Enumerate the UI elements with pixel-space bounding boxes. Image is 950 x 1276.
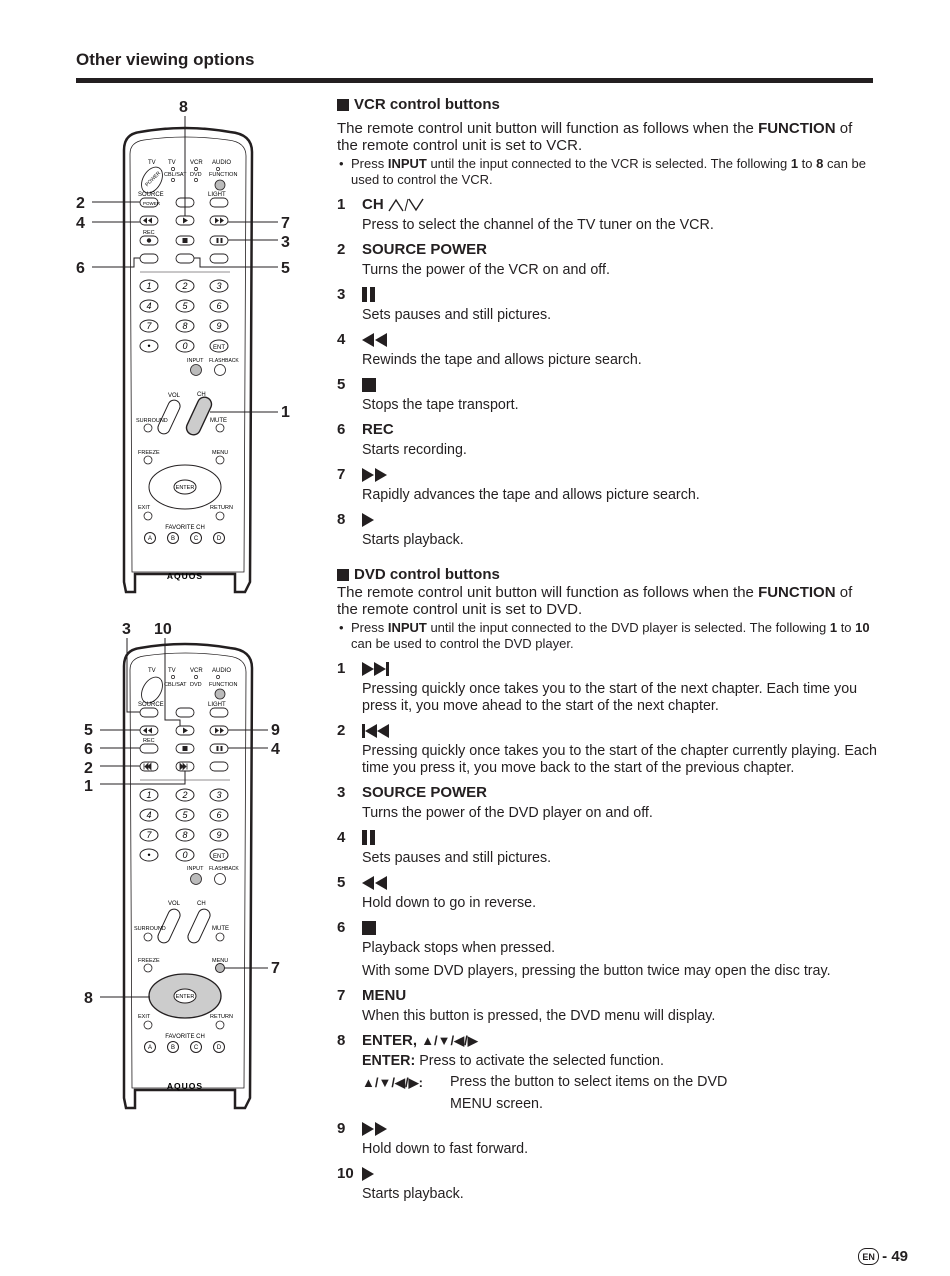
label-function: FUNCTION <box>209 172 238 178</box>
label-tv2: TV <box>168 160 176 166</box>
svg-text:4: 4 <box>76 215 85 232</box>
svg-text:MENU: MENU <box>212 958 229 964</box>
svg-text:4: 4 <box>146 810 152 820</box>
svg-text:4: 4 <box>146 301 152 311</box>
svg-text:4: 4 <box>271 741 280 758</box>
svg-text:D: D <box>216 1045 222 1051</box>
svg-text:TV: TV <box>168 668 176 674</box>
svg-text:A: A <box>147 1045 153 1051</box>
display-button <box>176 708 194 717</box>
fast-forward-icon <box>362 468 387 482</box>
svg-text:D: D <box>216 536 222 542</box>
label-vol: VOL <box>168 393 181 399</box>
dvd-item-1: 1 Pressing quickly once takes you to the start of the next chapter. Each time you press it, you move ahead to the start of the next chapter. <box>337 660 858 714</box>
dvd-intro: The remote control unit button will function as follows when the FUNCTION of the remote control unit is set to DVD. <box>337 584 853 618</box>
svg-text:6: 6 <box>76 260 85 277</box>
svg-text:FUNCTION: FUNCTION <box>209 682 238 688</box>
label-freeze: FREEZE <box>138 450 160 456</box>
label-enter: ENTER <box>175 485 195 491</box>
brand-logo: AQUOS <box>166 571 204 581</box>
label-light: LIGHT <box>208 192 226 198</box>
dvd-item-9: 9 Hold down to fast forward. <box>337 1120 529 1157</box>
rewind-icon <box>362 876 387 890</box>
rewind-icon <box>362 333 387 347</box>
svg-text:ENT: ENT <box>213 345 225 351</box>
brand-logo: AQUOS <box>166 1081 204 1091</box>
light-button <box>210 198 228 207</box>
svg-text:7: 7 <box>146 321 152 331</box>
svg-text:SOURCE: SOURCE <box>138 702 164 708</box>
dvd-section <box>337 566 877 1203</box>
pause-icon <box>362 830 378 845</box>
vcr-item-6: 6 REC Starts recording. <box>337 421 467 458</box>
svg-text:5: 5 <box>182 301 188 311</box>
vcr-item-8: 8 Starts playback. <box>337 511 464 548</box>
dvd-item-8: 8 ENTER, ▲/▼/◀/▶ ENTER: Press to activate the selected function. ▲/▼/◀/▶: Press the button to select items on the DVD MENU screen. <box>337 1030 877 1113</box>
view-mode-button <box>210 254 228 263</box>
svg-text:C: C <box>193 1045 199 1051</box>
svg-text:6: 6 <box>216 810 222 820</box>
label-exit: EXIT <box>138 505 151 511</box>
svg-text:0: 0 <box>182 850 188 860</box>
label-return: RETURN <box>210 505 233 511</box>
svg-text:EXIT: EXIT <box>138 1014 151 1020</box>
svg-text:2: 2 <box>76 195 85 212</box>
svg-text:FAVORITE CH: FAVORITE CH <box>165 1034 205 1040</box>
svg-text:A: A <box>147 536 153 542</box>
svg-text:2: 2 <box>84 760 93 777</box>
svg-text:•: • <box>147 850 151 860</box>
svg-text:3: 3 <box>216 790 222 800</box>
svg-text:VCR: VCR <box>190 668 203 674</box>
svg-text:5: 5 <box>84 722 93 739</box>
svg-text:MUTE: MUTE <box>212 926 229 932</box>
vcr-item-3: 3 Sets pauses and still pictures. <box>337 286 552 323</box>
vcr-item-4: 4 Rewinds the tape and allows picture search. <box>337 331 642 368</box>
label-dvd: DVD <box>190 172 202 178</box>
label-mute: MUTE <box>210 418 227 424</box>
svg-text:B: B <box>170 1045 176 1051</box>
vcr-item-2: 2 SOURCE POWER Turns the power of the VCR on and off. <box>337 241 610 278</box>
skip-prev-button <box>140 254 158 263</box>
vcr-item-5: 5 Stops the tape transport. <box>337 376 519 413</box>
remote-illustration-vcr <box>40 92 310 602</box>
label-tv: TV <box>148 160 156 166</box>
svg-text:9: 9 <box>216 830 222 840</box>
svg-text:1: 1 <box>146 790 152 800</box>
svg-text:REC: REC <box>143 738 155 744</box>
source-power-button <box>140 708 158 717</box>
dvd-item-4: 4 Sets pauses and still pictures. <box>337 829 552 866</box>
play-icon <box>362 513 374 527</box>
label-menu: MENU <box>212 450 229 456</box>
remote-illustration-dvd <box>40 608 310 1118</box>
svg-text:3: 3 <box>122 621 131 638</box>
svg-text:TV: TV <box>148 668 156 674</box>
svg-text:DVD: DVD <box>190 682 202 688</box>
svg-text:8: 8 <box>182 830 188 840</box>
skip-previous-icon <box>362 724 389 738</box>
square-bullet-icon <box>337 99 349 111</box>
label-flashback: FLASHBACK <box>209 358 239 364</box>
play-icon <box>362 1167 374 1181</box>
svg-text:2: 2 <box>182 281 188 291</box>
dvd-item-3: 3 SOURCE POWER Turns the power of the DVD player on and off. <box>337 784 653 821</box>
svg-text:RETURN: RETURN <box>210 1014 233 1020</box>
square-bullet-icon <box>337 569 349 581</box>
footer-separator: - <box>882 1248 888 1265</box>
svg-text:8: 8 <box>182 321 188 331</box>
svg-text:6: 6 <box>216 301 222 311</box>
svg-text:3: 3 <box>216 281 222 291</box>
svg-text:8: 8 <box>84 990 93 1007</box>
label-input: INPUT <box>187 358 204 364</box>
svg-text:10: 10 <box>154 621 172 638</box>
svg-text:9: 9 <box>271 722 280 739</box>
svg-text:•: • <box>147 341 151 351</box>
svg-text:LIGHT: LIGHT <box>208 702 226 708</box>
svg-text:8: 8 <box>179 99 188 116</box>
dvd-item-5: 5 Hold down to go in reverse. <box>337 874 537 911</box>
dvd-note: • Press INPUT until the input connected to the DVD player is selected. The following 1 to 10 can be used to control the DVD player. <box>337 620 877 652</box>
light-button <box>210 708 228 717</box>
rec-button <box>140 744 158 753</box>
svg-text:FLASHBACK: FLASHBACK <box>209 866 239 872</box>
pause-button <box>210 744 228 753</box>
label-surround: SURROUND <box>136 418 168 424</box>
svg-text:ENT: ENT <box>213 854 225 860</box>
stop-icon <box>362 378 376 392</box>
vcr-item-1: 1 CH Press to select the channel of the TV tuner on the VCR. <box>337 196 714 233</box>
vcr-item-7: 7 Rapidly advances the tape and allows picture search. <box>337 466 700 503</box>
label-favorite: FAVORITE CH <box>165 525 205 531</box>
skip-next-button <box>176 254 194 263</box>
label-source-power: POWER <box>143 201 161 206</box>
language-badge: EN <box>858 1248 879 1265</box>
skip-next-icon <box>362 662 389 676</box>
dvd-item-10: 10 Starts playback. <box>337 1165 464 1202</box>
stop-icon <box>362 921 376 935</box>
svg-text:0: 0 <box>182 341 188 351</box>
dvd-item-7: 7 MENU When this button is pressed, the DVD menu will display. <box>337 987 716 1024</box>
svg-text:1: 1 <box>84 778 93 795</box>
svg-text:6: 6 <box>84 741 93 758</box>
vcr-intro: The remote control unit button will function as follows when the FUNCTION of the remote control unit is set to VCR. <box>337 120 853 154</box>
label-cblsat: CBL/SAT <box>164 172 187 178</box>
title-rule <box>76 78 873 83</box>
page-footer <box>858 1248 908 1265</box>
page-number: 49 <box>891 1248 908 1265</box>
label-source: SOURCE <box>138 192 164 198</box>
page-title: Other viewing options <box>76 50 255 69</box>
svg-text:1: 1 <box>146 281 152 291</box>
label-ch: CH <box>197 392 206 398</box>
svg-text:VOL: VOL <box>168 901 181 907</box>
view-mode-button <box>210 762 228 771</box>
svg-text:C: C <box>193 536 199 542</box>
svg-text:5: 5 <box>182 810 188 820</box>
dvd-item-6: 6 Playback stops when pressed. With some DVD players, pressing the button twice may open the disc tray. <box>337 919 831 979</box>
svg-text:FREEZE: FREEZE <box>138 958 160 964</box>
svg-text:7: 7 <box>271 960 280 977</box>
svg-text:SURROUND: SURROUND <box>134 926 166 932</box>
vcr-section <box>337 96 877 549</box>
label-rec: REC <box>143 230 155 236</box>
svg-text:7: 7 <box>281 215 290 232</box>
dvd-item-2: 2 Pressing quickly once takes you to the start of the chapter currently playing. Each time you press it, you move back to the start of the previous chapter. <box>337 722 877 776</box>
svg-text:B: B <box>170 536 176 542</box>
vcr-note: • Press INPUT until the input connected to the VCR is selected. The following 1 to 8 can be used to control the VCR. <box>337 156 877 188</box>
svg-text:7: 7 <box>146 830 152 840</box>
arrow-keys-icon: ▲/▼/◀/▶ <box>421 1033 478 1048</box>
arrow-description: ▲/▼/◀/▶: Press the button to select items on the DVD MENU screen. <box>362 1074 728 1112</box>
svg-text:AUDIO: AUDIO <box>212 668 232 674</box>
svg-text:2: 2 <box>182 790 188 800</box>
label-vcr: VCR <box>190 160 203 166</box>
svg-text:CBL/SAT: CBL/SAT <box>164 682 187 688</box>
svg-text:INPUT: INPUT <box>187 866 204 872</box>
pause-icon <box>362 287 378 302</box>
dvd-heading: DVD control buttons <box>337 566 877 583</box>
svg-text:CH: CH <box>197 901 206 907</box>
svg-text:ENTER: ENTER <box>175 994 195 1000</box>
svg-text:3: 3 <box>281 234 290 251</box>
svg-text:1: 1 <box>281 404 290 421</box>
svg-text:9: 9 <box>216 321 222 331</box>
label-audio: AUDIO <box>212 160 232 166</box>
fast-forward-icon <box>362 1122 387 1136</box>
vcr-heading: VCR control buttons <box>337 96 877 113</box>
channel-up-down-icon <box>388 198 424 212</box>
svg-text:5: 5 <box>281 260 290 277</box>
pause-button <box>210 236 228 245</box>
label-power: POWER <box>144 170 162 189</box>
